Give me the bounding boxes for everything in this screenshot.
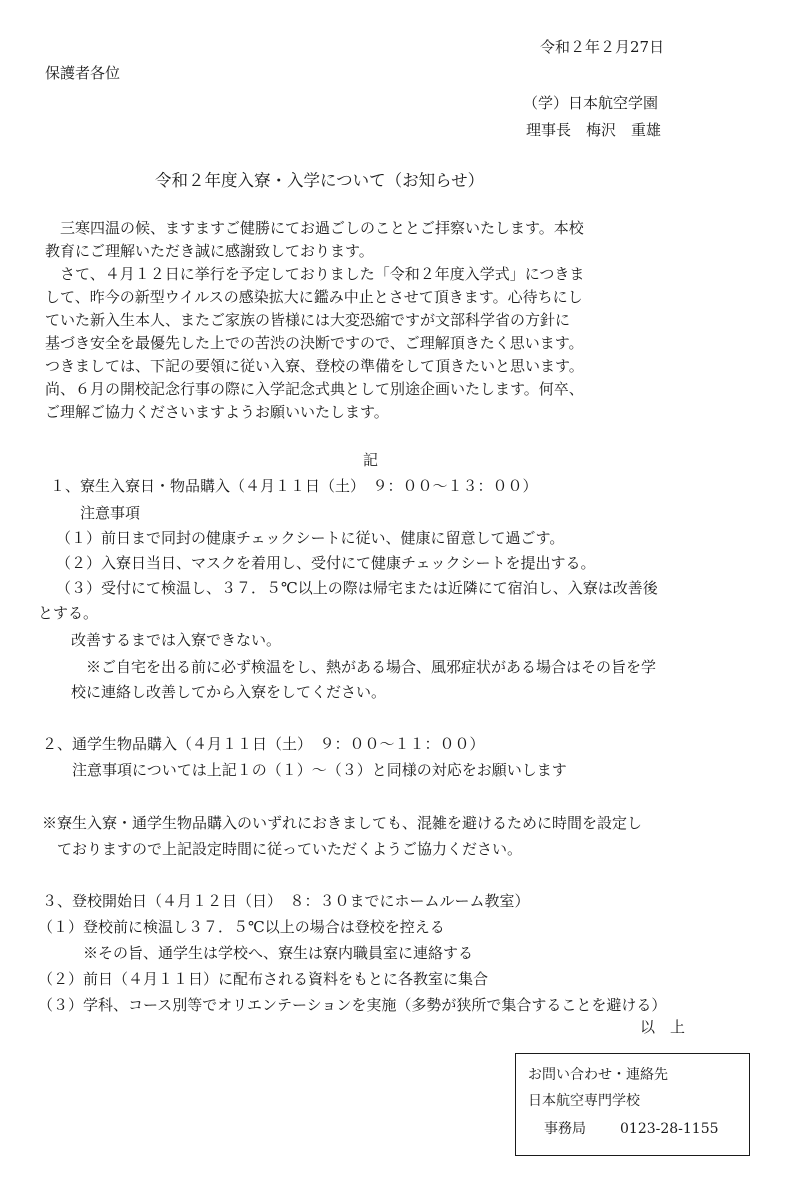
section2-note: 注意事項については上記１の（１）～（３）と同様の対応をお願いします	[72, 761, 567, 779]
section3-heading: ３、登校開始日（４月１２日（日） ８：３０までにホームルーム教室）	[42, 892, 530, 910]
section1-item: （３）受付にて検温し、３７．５℃以上の際は帰宅または近隣にて宿泊し、入寮は改善後	[56, 579, 658, 597]
section1-item: ※ご自宅を出る前に必ず検温をし、熱がある場合、風邪症状がある場合はその旨を学	[56, 658, 657, 676]
section3-item: （２）前日（４月１１日）に配布される資料をもとに各教室に集合	[38, 970, 489, 988]
ki-heading: 記	[363, 451, 379, 469]
contact-school: 日本航空専門学校	[528, 1093, 640, 1109]
section3-item: （３）学科、コース別等でオリエンテーションを実施（多勢が狭所で集合することを避ける）	[38, 996, 667, 1014]
contact-office: 事務局	[544, 1121, 586, 1137]
section1-item: （２）入寮日当日、マスクを着用し、受付にて健康チェックシートを提出する。	[56, 554, 596, 572]
section3-item: ※その旨、通学生は学校へ、寮生は寮内職員室に連絡する	[38, 944, 474, 962]
contact-phone: 0123-28-1155	[620, 1121, 719, 1137]
document-title: 令和２年度入寮・入学について（お知らせ）	[155, 171, 485, 190]
document-date: 令和２年２月27日	[540, 38, 665, 56]
section1-item: 校に連絡し改善してから入寮をしてください。	[56, 683, 387, 701]
body-line: 教育にご理解いただき誠に感謝致しております。	[45, 242, 374, 260]
section1-heading: １、寮生入寮日・物品購入（４月１１日（土） ９：００～１３：００）	[50, 477, 538, 495]
section1-item: とする。	[38, 604, 99, 622]
contact-box	[515, 1053, 750, 1156]
section2-heading: ２、通学生物品購入（４月１１日（土） ９：００～１１：００）	[42, 735, 485, 753]
body-line: 三寒四温の候、ますますご健勝にてお過ごしのこととご拝察いたします。本校	[45, 219, 584, 237]
contact-label: お問い合わせ・連絡先	[528, 1067, 668, 1083]
body-line: 尚、６月の開校記念行事の際に入学記念式典として別途企画いたします。何卒、	[45, 380, 584, 398]
section3-item: （１）登校前に検温し３７．５℃以上の場合は登校を控える	[38, 918, 445, 936]
body-line: して、昨今の新型ウイルスの感染拡大に鑑み中止とさせて頂きます。心待ちにし	[45, 288, 583, 306]
general-note-line: ておりますので上記設定時間に従っていただくようご協力ください。	[42, 840, 523, 858]
section1-item: （１）前日まで同封の健康チェックシートに従い、健康に留意して過ごす。	[56, 529, 565, 547]
body-line: ご理解ご協力くださいますようお願いいたします。	[45, 403, 389, 421]
body-line: さて、４月１２日に挙行を予定しておりました「令和２年度入学式」につきま	[45, 265, 585, 283]
body-line: ていた新入生本人、またご家族の皆様には大変恐縮ですが文部科学省の方針に	[45, 311, 571, 329]
sender-name: 理事長 梅沢 重雄	[526, 121, 662, 139]
general-note-line: ※寮生入寮・通学生物品購入のいずれにおきましても、混雑を避けるために時間を設定し	[42, 814, 643, 832]
closing-mark: 以 上	[640, 1018, 686, 1036]
recipient: 保護者各位	[45, 64, 121, 82]
sender-organization: （学）日本航空学園	[523, 94, 659, 112]
body-line: つきましては、下記の要領に従い入寮、登校の準備をして頂きたいと思います。	[45, 357, 584, 375]
section1-notes-label: 注意事項	[80, 504, 141, 522]
body-line: 基づき安全を最優先した上での苦渋の決断ですので、ご理解頂きたく思います。	[45, 334, 584, 352]
section1-item: 改善するまでは入寮できない。	[56, 631, 282, 649]
